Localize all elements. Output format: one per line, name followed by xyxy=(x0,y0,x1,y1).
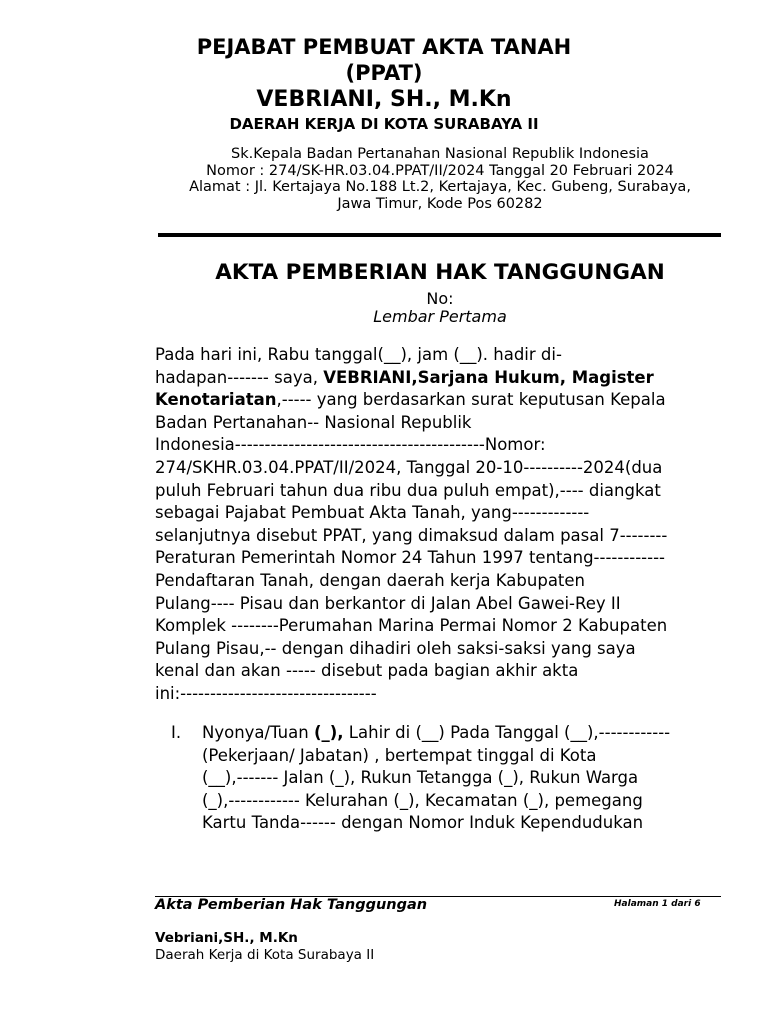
list-line xyxy=(202,722,722,745)
paragraph-line: Pada hari ini, Rabu tanggal(__), jam (__). hadir di- xyxy=(155,345,562,364)
paragraph-line: puluh Februari tahun dua ribu dua puluh empat),---- diangkat xyxy=(155,480,661,500)
decree-number-line: Nomor : 274/SK-HR.03.04.PPAT/II/2024 Tanggal 20 Februari 2024 xyxy=(206,162,674,179)
letterhead-work-area: DAERAH KERJA DI KOTA SURABAYA II xyxy=(229,115,539,133)
paragraph-line: Komplek --------Perumahan Marina Permai Nomor 2 Kabupaten xyxy=(155,616,668,636)
letterhead-title: PEJABAT PEMBUAT AKTA TANAH xyxy=(196,35,572,59)
paragraph-text: hadapan------- saya, xyxy=(155,367,324,387)
letterhead-decree-info xyxy=(150,146,730,212)
paragraph-line: Pulang Pisau,-- dengan dihadiri oleh saksi-saksi yang saya xyxy=(155,638,636,658)
list-line: (Pekerjaan/ Jabatan) , bertempat tinggal di Kota xyxy=(202,745,597,765)
letterhead xyxy=(0,34,768,134)
paragraph-line: Indonesia------------------------------------------Nomor: xyxy=(155,435,546,455)
list-item-number: I. xyxy=(171,723,182,742)
footer-official-name: Vebriani,SH., M.Kn xyxy=(155,930,298,946)
paragraph-line: 274/SKHR.03.04.PPAT/II/2024, Tanggal 20-10----------2024(dua xyxy=(155,457,663,477)
paragraph-line: Pendaftaran Tanah, dengan daerah kerja Kabupaten xyxy=(155,570,586,590)
decree-line: Sk.Kepala Badan Pertanahan Nasional Republik Indonesia xyxy=(231,146,649,162)
letterhead-divider xyxy=(158,233,721,237)
official-name-bold: VEBRIANI,Sarjana Hukum, Magister xyxy=(323,367,654,387)
footer-work-area: Daerah Kerja di Kota Surabaya II xyxy=(155,947,375,963)
paragraph-line: Badan Pertanahan-- Nasional Republik xyxy=(155,412,472,432)
paragraph-line: sebagai Pajabat Pembuat Akta Tanah, yang------------- xyxy=(155,503,590,523)
list-text: Nyonya/Tuan xyxy=(202,723,314,742)
document-title: AKTA PEMBERIAN HAK TANGGUNGAN xyxy=(215,260,665,285)
footer-page-number: Halaman 1 dari 6 xyxy=(614,899,701,909)
list-line: Kartu Tanda------ dengan Nomor Induk Kependudukan xyxy=(202,813,644,833)
paragraph-line: Pulang---- Pisau dan berkantor di Jalan Abel Gawei-Rey II xyxy=(155,593,621,613)
address-line: Alamat : Jl. Kertajaya No.188 Lt.2, Kertajaya, Kec. Gubeng, Surabaya, xyxy=(189,179,691,195)
document-sheet-label: Lembar Pertama xyxy=(373,307,507,326)
list-item-party xyxy=(202,722,722,835)
paragraph-line xyxy=(155,367,721,390)
deed-opening-paragraph xyxy=(155,344,721,706)
paragraph-line: selanjutnya disebut PPAT, yang dimaksud dalam pasal 7-------- xyxy=(155,525,668,545)
paragraph-line: ini:--------------------------------- xyxy=(155,683,377,703)
list-line: (_),------------ Kelurahan (_), Kecamatan (_), pemegang xyxy=(202,790,643,810)
paragraph-line xyxy=(155,389,721,412)
footer-document-title: Akta Pemberian Hak Tanggungan xyxy=(155,897,428,913)
address-line-2: Jawa Timur, Kode Pos 60282 xyxy=(337,195,543,212)
paragraph-line: kenal dan akan ----- disebut pada bagian akhir akta xyxy=(155,661,579,681)
paragraph-text: ,----- yang berdasarkan surat keputusan Kepala xyxy=(276,390,666,410)
list-line: (__),------- Jalan (_), Rukun Tetangga (_), Rukun Warga xyxy=(202,768,639,788)
list-text: Lahir di (__) Pada Tanggal (__),------------ xyxy=(343,723,671,742)
party-name-placeholder: (_), xyxy=(313,723,344,742)
official-title-bold: Kenotariatan xyxy=(155,390,277,410)
letterhead-abbreviation: (PPAT) xyxy=(345,61,423,85)
letterhead-official-name: VEBRIANI, SH., M.Kn xyxy=(256,87,512,112)
paragraph-line: Peraturan Pemerintah Nomor 24 Tahun 1997 tentang------------ xyxy=(155,548,666,568)
document-number-label: No: xyxy=(426,289,454,308)
